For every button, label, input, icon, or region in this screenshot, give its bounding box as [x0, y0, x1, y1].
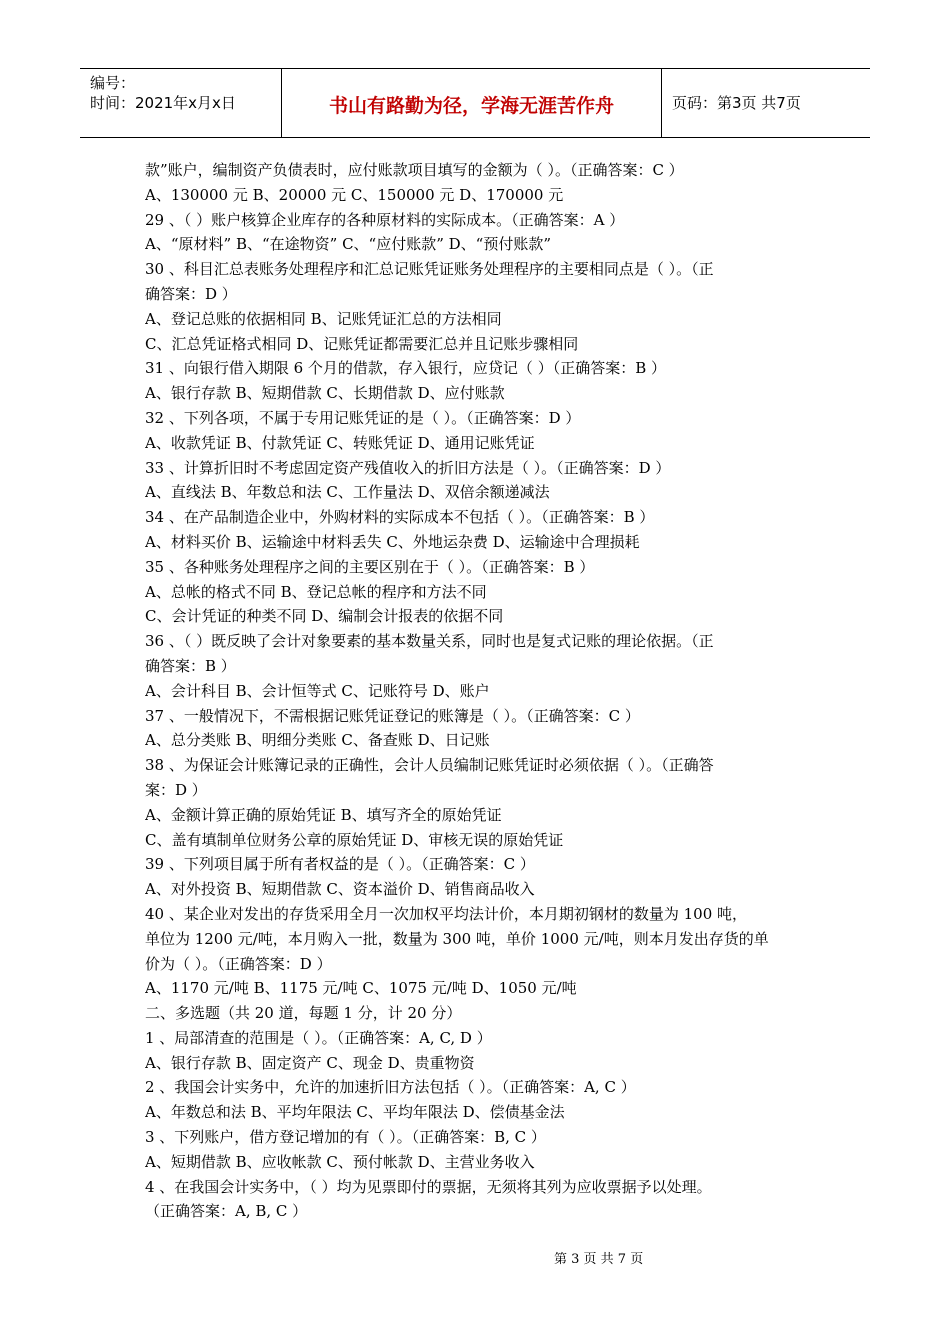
- document-body: [145, 158, 805, 1224]
- text-line: 2 、我国会计实务中，允许的加速折旧方法包括（ ）。（正确答案：A, C ）: [145, 1078, 636, 1097]
- text-line: 38 、为保证会计账簿记录的正确性，会计人员编制记账凭证时必须依据（ ）。（正确答: [145, 756, 714, 775]
- text-line: 确答案：B ）: [145, 656, 236, 675]
- page-header: [80, 68, 870, 138]
- text-line: 33 、计算折旧时不考虑固定资产残值收入的折旧方法是（ ）。（正确答案：D ）: [145, 458, 671, 477]
- text-line: 款”账户，编制资产负债表时，应付账款项目填写的金额为（ ）。（正确答案：C ）: [145, 161, 684, 179]
- text-line: 36 、（ ）既反映了会计对象要素的基本数量关系，同时也是复式记账的理论依据。（正: [145, 632, 714, 651]
- header-page-number: 页码：第3页 共7页: [672, 94, 801, 112]
- text-line: 确答案：D ）: [145, 284, 237, 303]
- text-line: A、金额计算正确的原始凭证 B、填写齐全的原始凭证: [145, 805, 502, 824]
- text-line: 4 、在我国会计实务中，（ ）均为见票即付的票据，无须将其列为应收票据予以处理。: [145, 1177, 712, 1196]
- text-line: C、盖有填制单位财务公章的原始凭证 D、审核无误的原始凭证: [145, 830, 564, 849]
- text-line: 价为（ ）。（正确答案：D ）: [145, 954, 332, 973]
- text-line: 案：D ）: [145, 780, 207, 799]
- text-line: A、对外投资 B、短期借款 C、资本溢价 D、销售商品收入: [145, 880, 535, 899]
- text-line: 1 、局部清查的范围是（ ）。（正确答案：A, C, D ）: [145, 1028, 492, 1047]
- text-line: （正确答案：A, B, C ）: [145, 1202, 308, 1221]
- text-line: A、材料买价 B、运输途中材料丢失 C、外地运杂费 D、运输途中合理损耗: [145, 532, 640, 551]
- text-line: A、银行存款 B、短期借款 C、长期借款 D、应付账款: [145, 384, 505, 403]
- header-motto: 书山有路勤为径，学海无涯苦作舟: [282, 69, 662, 137]
- text-line: 二、多选题（共 20 道，每题 1 分，计 20 分）: [145, 1004, 462, 1023]
- text-line: A、收款凭证 B、付款凭证 C、转账凭证 D、通用记账凭证: [145, 433, 535, 452]
- text-line: A、年数总和法 B、平均年限法 C、平均年限法 D、偿债基金法: [145, 1103, 565, 1122]
- footer-page-number: 第 3 页 共 7 页: [554, 1252, 644, 1267]
- text-line: 35 、各种账务处理程序之间的主要区别在于（ ）。（正确答案：B ）: [145, 557, 595, 576]
- text-line: 单位为 1200 元/吨，本月购入一批，数量为 300 吨，单价 1000 元/吨，则本月发出存货的单: [145, 929, 769, 948]
- text-line: 29 、（ ）账户核算企业库存的各种原材料的实际成本。（正确答案：A ）: [145, 210, 625, 229]
- text-line: C、会计凭证的种类不同 D、编制会计报表的依据不同: [145, 607, 504, 626]
- text-line: A、1170 元/吨 B、1175 元/吨 C、1075 元/吨 D、1050 元/吨: [145, 979, 577, 998]
- text-line: 37 、一般情况下，不需根据记账凭证登记的账簿是（ ）。（正确答案：C ）: [145, 706, 640, 725]
- text-line: A、短期借款 B、应收帐款 C、预付帐款 D、主营业务收入: [145, 1152, 535, 1171]
- text-line: A、总帐的格式不同 B、登记总帐的程序和方法不同: [145, 582, 487, 601]
- text-line: A、会计科目 B、会计恒等式 C、记账符号 D、账户: [145, 681, 490, 700]
- text-line: A、总分类账 B、明细分类账 C、备查账 D、日记账: [145, 731, 490, 750]
- text-line: 31 、向银行借入期限 6 个月的借款，存入银行，应贷记（ ）（正确答案：B ）: [145, 359, 666, 378]
- text-line: A、银行存款 B、固定资产 C、现金 D、贵重物资: [145, 1053, 475, 1072]
- document-time-label: 时间：2021年x月x日: [90, 94, 236, 112]
- header-info-cell: [80, 69, 282, 137]
- text-line: A、“原材料” B、“在途物资” C、“应付账款” D、“预付账款”: [145, 235, 552, 254]
- text-line: A、130000 元 B、20000 元 C、150000 元 D、170000 元: [145, 185, 564, 204]
- text-line: A、登记总账的依据相同 B、记账凭证汇总的方法相同: [145, 309, 502, 328]
- text-line: C、汇总凭证格式相同 D、记账凭证都需要汇总并且记账步骤相同: [145, 334, 579, 353]
- text-line: 30 、科目汇总表账务处理程序和汇总记账凭证账务处理程序的主要相同点是（ ）。（正: [145, 260, 714, 279]
- text-line: 39 、下列项目属于所有者权益的是（ ）。（正确答案：C ）: [145, 855, 535, 874]
- text-line: 34 、在产品制造企业中，外购材料的实际成本不包括（ ）。（正确答案：B ）: [145, 508, 655, 527]
- document-number-label: 编号：: [90, 74, 136, 92]
- text-line: 40 、某企业对发出的存货采用全月一次加权平均法计价，本月期初钢材的数量为 100 吨，: [145, 904, 748, 923]
- text-line: A、直线法 B、年数总和法 C、工作量法 D、双倍余额递减法: [145, 483, 550, 502]
- text-line: 3 、下列账户，借方登记增加的有（ ）。（正确答案：B, C ）: [145, 1128, 546, 1147]
- text-line: 32 、下列各项，不属于专用记账凭证的是（ ）。（正确答案：D ）: [145, 408, 581, 427]
